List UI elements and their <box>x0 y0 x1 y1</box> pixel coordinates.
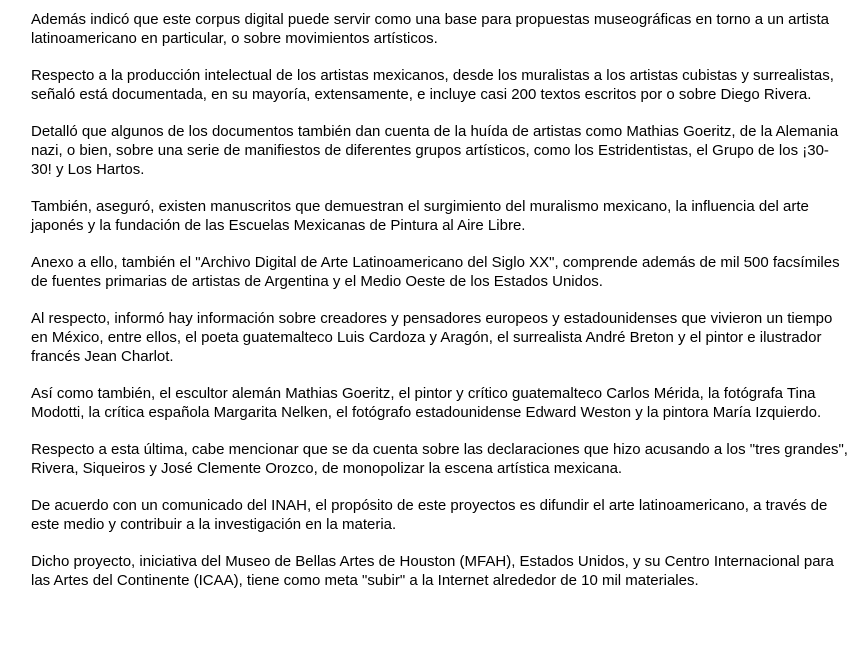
article-paragraph: Dicho proyecto, iniciativa del Museo de Bellas Artes de Houston (MFAH), Estados Unidos, y su Centro Internacional para las Artes del Continente (ICAA), tiene como meta "subir" a la Internet alrededor de 10 mil materiales. <box>31 553 834 589</box>
article-paragraph: Además indicó que este corpus digital puede servir como una base para propuestas museográficas en torno a un artista latinoamericano en particular, o sobre movimientos artísticos. <box>31 11 829 47</box>
article-paragraph: Respecto a esta última, cabe mencionar que se da cuenta sobre las declaraciones que hizo acusando a los "tres grandes", Rivera, Siqueiros y José Clemente Orozco, de monopolizar la escena artística mexicana. <box>31 441 848 477</box>
article-paragraph: De acuerdo con un comunicado del INAH, el propósito de este proyectos es difundir el arte latinoamericano, a través de este medio y contribuir a la investigación en la materia. <box>31 497 828 533</box>
article-paragraph: Al respecto, informó hay información sobre creadores y pensadores europeos y estadounidenses que vivieron un tiempo en México, entre ellos, el poeta guatemalteco Luis Cardoza y Aragón, el surrealista André Breton y el pintor e ilustrador francés Jean Charlot. <box>31 310 833 365</box>
article-paragraph: Así como también, el escultor alemán Mathias Goeritz, el pintor y crítico guatemalteco Carlos Mérida, la fotógrafa Tina Modotti, la crítica española Margarita Nelken, el fotógrafo estadounidense Edward Weston y la pintora María Izquierdo. <box>31 385 822 421</box>
article-paragraph: Detalló que algunos de los documentos también dan cuenta de la huída de artistas como Mathias Goeritz, de la Alemania nazi, o bien, sobre una serie de manifiestos de diferentes grupos artísticos, como los Estridentistas, el Grupo de los ¡30-30! y Los Hartos. <box>31 123 839 178</box>
article-paragraph: Anexo a ello, también el "Archivo Digital de Arte Latinoamericano del Siglo XX", comprende además de mil 500 facsímiles de fuentes primarias de artistas de Argentina y el Medio Oeste de los Estados Unidos. <box>31 254 840 290</box>
article-paragraph: Respecto a la producción intelectual de los artistas mexicanos, desde los muralistas a los artistas cubistas y surrealistas, señaló está documentada, en su mayoría, extensamente, e incluye casi 200 textos escritos por o sobre Diego Rivera. <box>31 67 834 103</box>
article-body <box>31 10 849 608</box>
article-paragraph: También, aseguró, existen manuscritos que demuestran el surgimiento del muralismo mexicano, la influencia del arte japonés y la fundación de las Escuelas Mexicanas de Pintura al Aire Libre. <box>31 198 809 234</box>
